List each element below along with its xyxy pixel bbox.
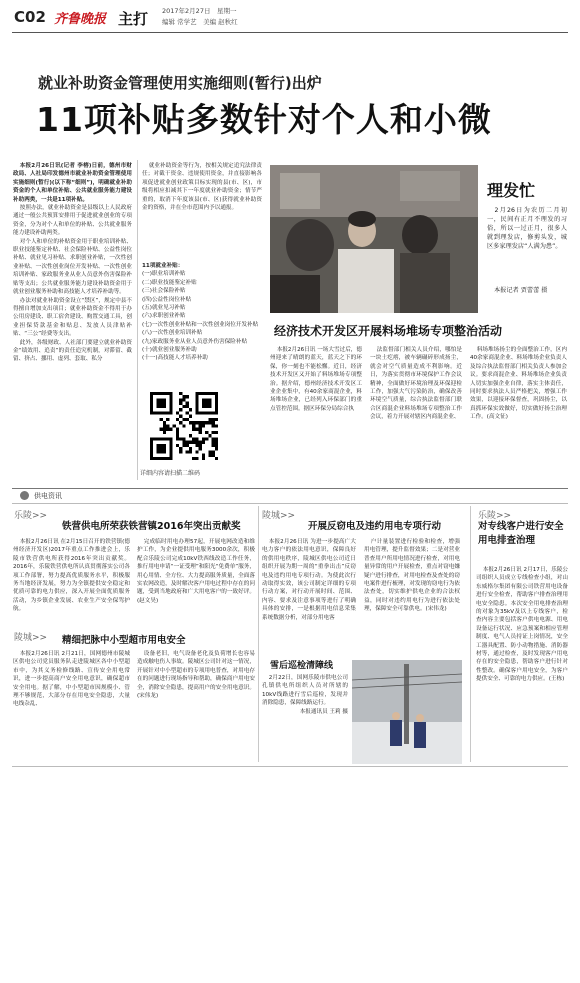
article6-tag: 陵城>> bbox=[14, 633, 48, 643]
subsidy-list-title: 11项就业补贴： bbox=[142, 263, 184, 269]
article1-col2: 就业补助资金等行为，按相关规定追究法律责任；对截干资金、违规使用资金，并直接影响各项促进就业创业政策目标实现的县(市、区)，市级将相应扣减其下一年度就业补助资金；情节严重的，取消下年度该县(市、区)获得就业补助资金的资格，并在全市范围内予以通报。 bbox=[142, 163, 262, 212]
banner-rule-bottom bbox=[12, 503, 568, 504]
page-code: C02 bbox=[14, 8, 46, 26]
bottom-rule bbox=[12, 766, 568, 767]
article7-byline: 本报通讯员 王莉 摄 bbox=[299, 708, 348, 715]
article2-col1: 本报2月26日讯 一场大雪过后，德州迎来了晴朗的蓝天，蓝天之下的环保，你一刻也不能松懈。近日，经济技术开发区又开始了料场堆场专项整治。据介绍，德州经济技术开发区工业企业集中，有40余家商混企业，料场堆场企业，已经列入环保部门的重点管控范围。据区环保分局综合执 bbox=[270, 347, 362, 412]
article5-tag: 乐陵>> bbox=[478, 511, 512, 521]
article3-col2: 完成临时用电办理57起，开展电网改造和维护工作，为企业提供用电服务3000余次，积极配合乐陵公司完成10kV铁西线改造工作任务，推行用电申请“一证受理”和阳光“免费单”服务，用心用情、全方位、大力提高服务质量，全面落实农网改造，及时解决客户用电过程中存在的问题，受到当地政府和广大用电客户的一致好评。(赵文昊) bbox=[137, 539, 255, 604]
col-divider bbox=[137, 160, 138, 480]
photo-caption: 2月26日为农历二月初一，民间有正月不理发的习俗，所以一过正月，很多人就到理发店，修剪头发，城区多家理发店“人满为患”。 bbox=[487, 207, 567, 250]
subsidy-list bbox=[142, 262, 262, 384]
banner-icon bbox=[20, 491, 29, 500]
lower-divider-1 bbox=[258, 506, 259, 762]
subsidy-item: (二)职业技能鉴定补贴 bbox=[142, 279, 197, 286]
subsidy-item: (九)家政服务业从业人员意外伤害保险补贴 bbox=[142, 338, 248, 345]
subsidy-item: (四)公益性岗位补贴 bbox=[142, 296, 192, 303]
banner-label: 供电资讯 bbox=[34, 492, 62, 500]
subsidy-item: (七)一次性创业补贴和一次性创业岗位开发补贴 bbox=[142, 321, 259, 328]
kicker-headline: 就业补助资金管理使用实施细则(暂行)出炉 bbox=[38, 74, 322, 92]
article1-col1: 本报2月26日讯(记者 李榕)日前，德州市财政局、人社局印发德州市就业补助资金管理使用实施细则(暂行)(以下称“细则”)，明确就业补助资金的个人和单位补贴、公共就业服务能力建设补助两类，一共是11项补贴。 按照办法，就业补助资金是县级以上人民政府通过一般公共预算安排用于促进就业创业的专项资金，分为对个人和单位的补贴、公共就业服务能力建设补助两类。 对个人和单位的补贴资金用于职业培训补贴、职业技能鉴定补贴、社会保险补贴、公益性岗位补贴、就业见习补贴、求职创业补贴，一次性创业补贴、一次性创业岗位开发补贴、一次性创业培训补贴、家政服务业从业人员意外伤害保险补贴等支出；公共就业服务能力建设补助资金用于就业创业服务补助和高技能人才培养补助等。 办法对就业补助资金设立“禁区”，规定中县不得擅自增加支出项目；就业补助资金不得用于办公用房建设、职工宿舍建设、购置交通工具，创业担保贷款基金和贴息、发放人员津贴补贴、“三公”经费等支出。 此外，各级财政、人社部门要建立就业补助资金“绩效用、追责”的责任追究机制，对滞留、截留、挤占、挪用、虚列、套取、私分 bbox=[13, 163, 132, 363]
article4-col2: 户计量装置进行检验和检查，增强用电管理，提升监督效果；二是对营业普查用户所用电情况进行检查，对用电量异常的用户开展检查，重点对窃电嫌疑户进行排查，对用电检查及查处的窃电案件进行梳理，对发现的窃电行为依法查处，切实维护供电企业的合法权益，同时对违约用电行为进行依法处理，保障安全可靠供电。(宋伟龙) bbox=[364, 539, 460, 613]
lower-divider-2 bbox=[470, 506, 471, 762]
article3-title: 铁营供电所荣获铁营镇2016年突出贡献奖 bbox=[62, 521, 241, 532]
main-headline: 11项补贴多数针对个人和小微 bbox=[36, 100, 492, 139]
masthead-rule bbox=[12, 32, 568, 33]
inspection-photo bbox=[352, 660, 462, 764]
banner-rule bbox=[12, 488, 568, 489]
article4-col1: 本报2月26日讯 为进一步提高广大电力客户的依法用电意识，保障良好的供用电秩序，陵城区供电公司近日组织开展为期一周的“重拳出击”反窃电及违约用电专项行动。为使此次行动取得实效，该公司制定详细的专项行动方案，对行动开展时间、范围、内容、要求及注意事项等进行了明确具体的安排，一是根据用电信息采集系统数据分析，对部分用电客 bbox=[262, 539, 356, 621]
editors: 编辑 常学艺 美编 赵秋红 bbox=[162, 18, 238, 26]
subsidy-item: (十一)高技能人才培养补助 bbox=[142, 355, 208, 362]
article4-title: 开展反窃电及违约用电专项行动 bbox=[308, 521, 442, 532]
qr-code[interactable] bbox=[150, 392, 218, 460]
subsidy-item: (三)社会保险补贴 bbox=[142, 288, 186, 295]
photo-title: 理发忙 bbox=[487, 181, 536, 200]
article4-tag: 陵城>> bbox=[262, 511, 296, 521]
article2-col3: 料场堆场扬尘的全面整治工作，区内40余家商混企业、料场堆场企业负责人及综合执法监督部门相关负责人参加会议。要求商混企业、料场堆场企业负责人切实加强企业自律，落实主体责任，同时要求执法人员严格把关，增强工作效果，以迎接环保督查，巩固扬尘，以真抓环保实效做好，切实做好扬尘治理工作。(高文征) bbox=[470, 347, 567, 421]
article6-col1: 本报2月26日讯 2月21日，国网德州市陵城区供电公司党员服务队走进陵城区各中小型超市中，为其义务检修线路、宣传安全用电常识，进一步提高商户安全用电意识，确保超市安全用电。据了解，中小型超市因规模小、管理不够规范，大部分存在用电安全隐患，大量电线杂乱、 bbox=[13, 651, 130, 708]
article3-tag: 乐陵>> bbox=[14, 511, 48, 521]
article7-title: 雪后巡检清障线 bbox=[270, 661, 334, 671]
article7-body: 2月22日，国网乐陵市供电公司孔镇供电所组织人员对所辖的10kV线路进行雪后巡检，发现并消除隐患，保障线路运行。 本报通讯员 王莉 摄 bbox=[262, 675, 348, 715]
photo-byline: 本报记者 贾蕾蕾 摄 bbox=[494, 287, 548, 294]
article2-col2: 法监督部门相关人员介绍，哪怕是一块土疙瘩，被车辆碾碎形成扬尘，就会对空气质量造成不利影响。近日，为落实贯彻市环境保护工作会议精神，全面做好环境治理及环保迎检工作，加强大气污染防治，确保改善环境空气质量，综合执法监督部门联合区商混企业料场堆场专项整治工作会议，着力开展对辖区内商混企业、 bbox=[370, 347, 462, 421]
subsidy-item: (一)职业培训补贴 bbox=[142, 271, 186, 278]
article3-col1: 本报2月26日讯 在2月15日召开的铁营镇(德州经济开发区)2017年重点工作推进会上，乐陵市铁营供电所获得2016年突出贡献奖。2016年，乐陵铁营供电所认真贯彻落实公司各项工作部署，努力提高优质服务水平，积极服务当地经济发展，努力为全镇提供安全稳定和优质可靠的电力供应，深入开展全面优质服务活动，为乡镇企业发展、农业生产安全保驾护航。 bbox=[13, 539, 130, 613]
subsidy-item: (五)就业见习补贴 bbox=[142, 305, 186, 312]
barber-photo bbox=[270, 165, 478, 313]
subsidy-item: (六)求职创业补贴 bbox=[142, 313, 186, 320]
issue-date: 2017年2月27日 星期一 bbox=[162, 7, 237, 15]
qr-caption: 详细内容请扫描二维码 bbox=[140, 470, 201, 477]
article2-title: 经济技术开发区开展料场堆场专项整治活动 bbox=[274, 324, 503, 338]
paper-logo: 齐鲁晚报 bbox=[54, 12, 107, 27]
article6-col2: 设备老旧，电气设备老化及负荷增长也容易造成触电伤人事故。陵城区公司针对这一情况，开展针对中小型超市的专项用电普查，对用电存在的问题进行现场指导和帮助，确保商户用电安全，消除安全隐患，提高用户的安全用电意识。(宋伟龙) bbox=[137, 651, 255, 700]
subsidy-item: (八)一次性创业培训补贴 bbox=[142, 330, 203, 337]
article5-body: 本报2月26日讯 2月17日，乐陵公司组织人员成立专线检查小组，对山东威格尔集团有限公司铁营用电设备进行安全检查，帮助客户排查治理用电安全隐患。本次安全用电排查治理的对象为35kV及以上专线客户，检查内容主要包括客户供电电源、用电设备运行状况、应急预案和相应管理制度、电气人员持证上岗情况，安全工器具配置、防小动物措施、消防器材等，通过检查，及时发现客户用电存在的安全隐患，帮助客户进行针对性整改。确保客户用电安全，为客户提供安全、可靠的电力供应。(王栋) bbox=[476, 567, 568, 683]
article5-title: 对专线客户进行安全用电排查治理 bbox=[478, 521, 564, 546]
subsidy-item: (十)就业创业服务补助 bbox=[142, 347, 197, 354]
article6-title: 精细把脉中小型超市用电安全 bbox=[62, 635, 186, 646]
section-name: 主打 bbox=[118, 10, 149, 28]
